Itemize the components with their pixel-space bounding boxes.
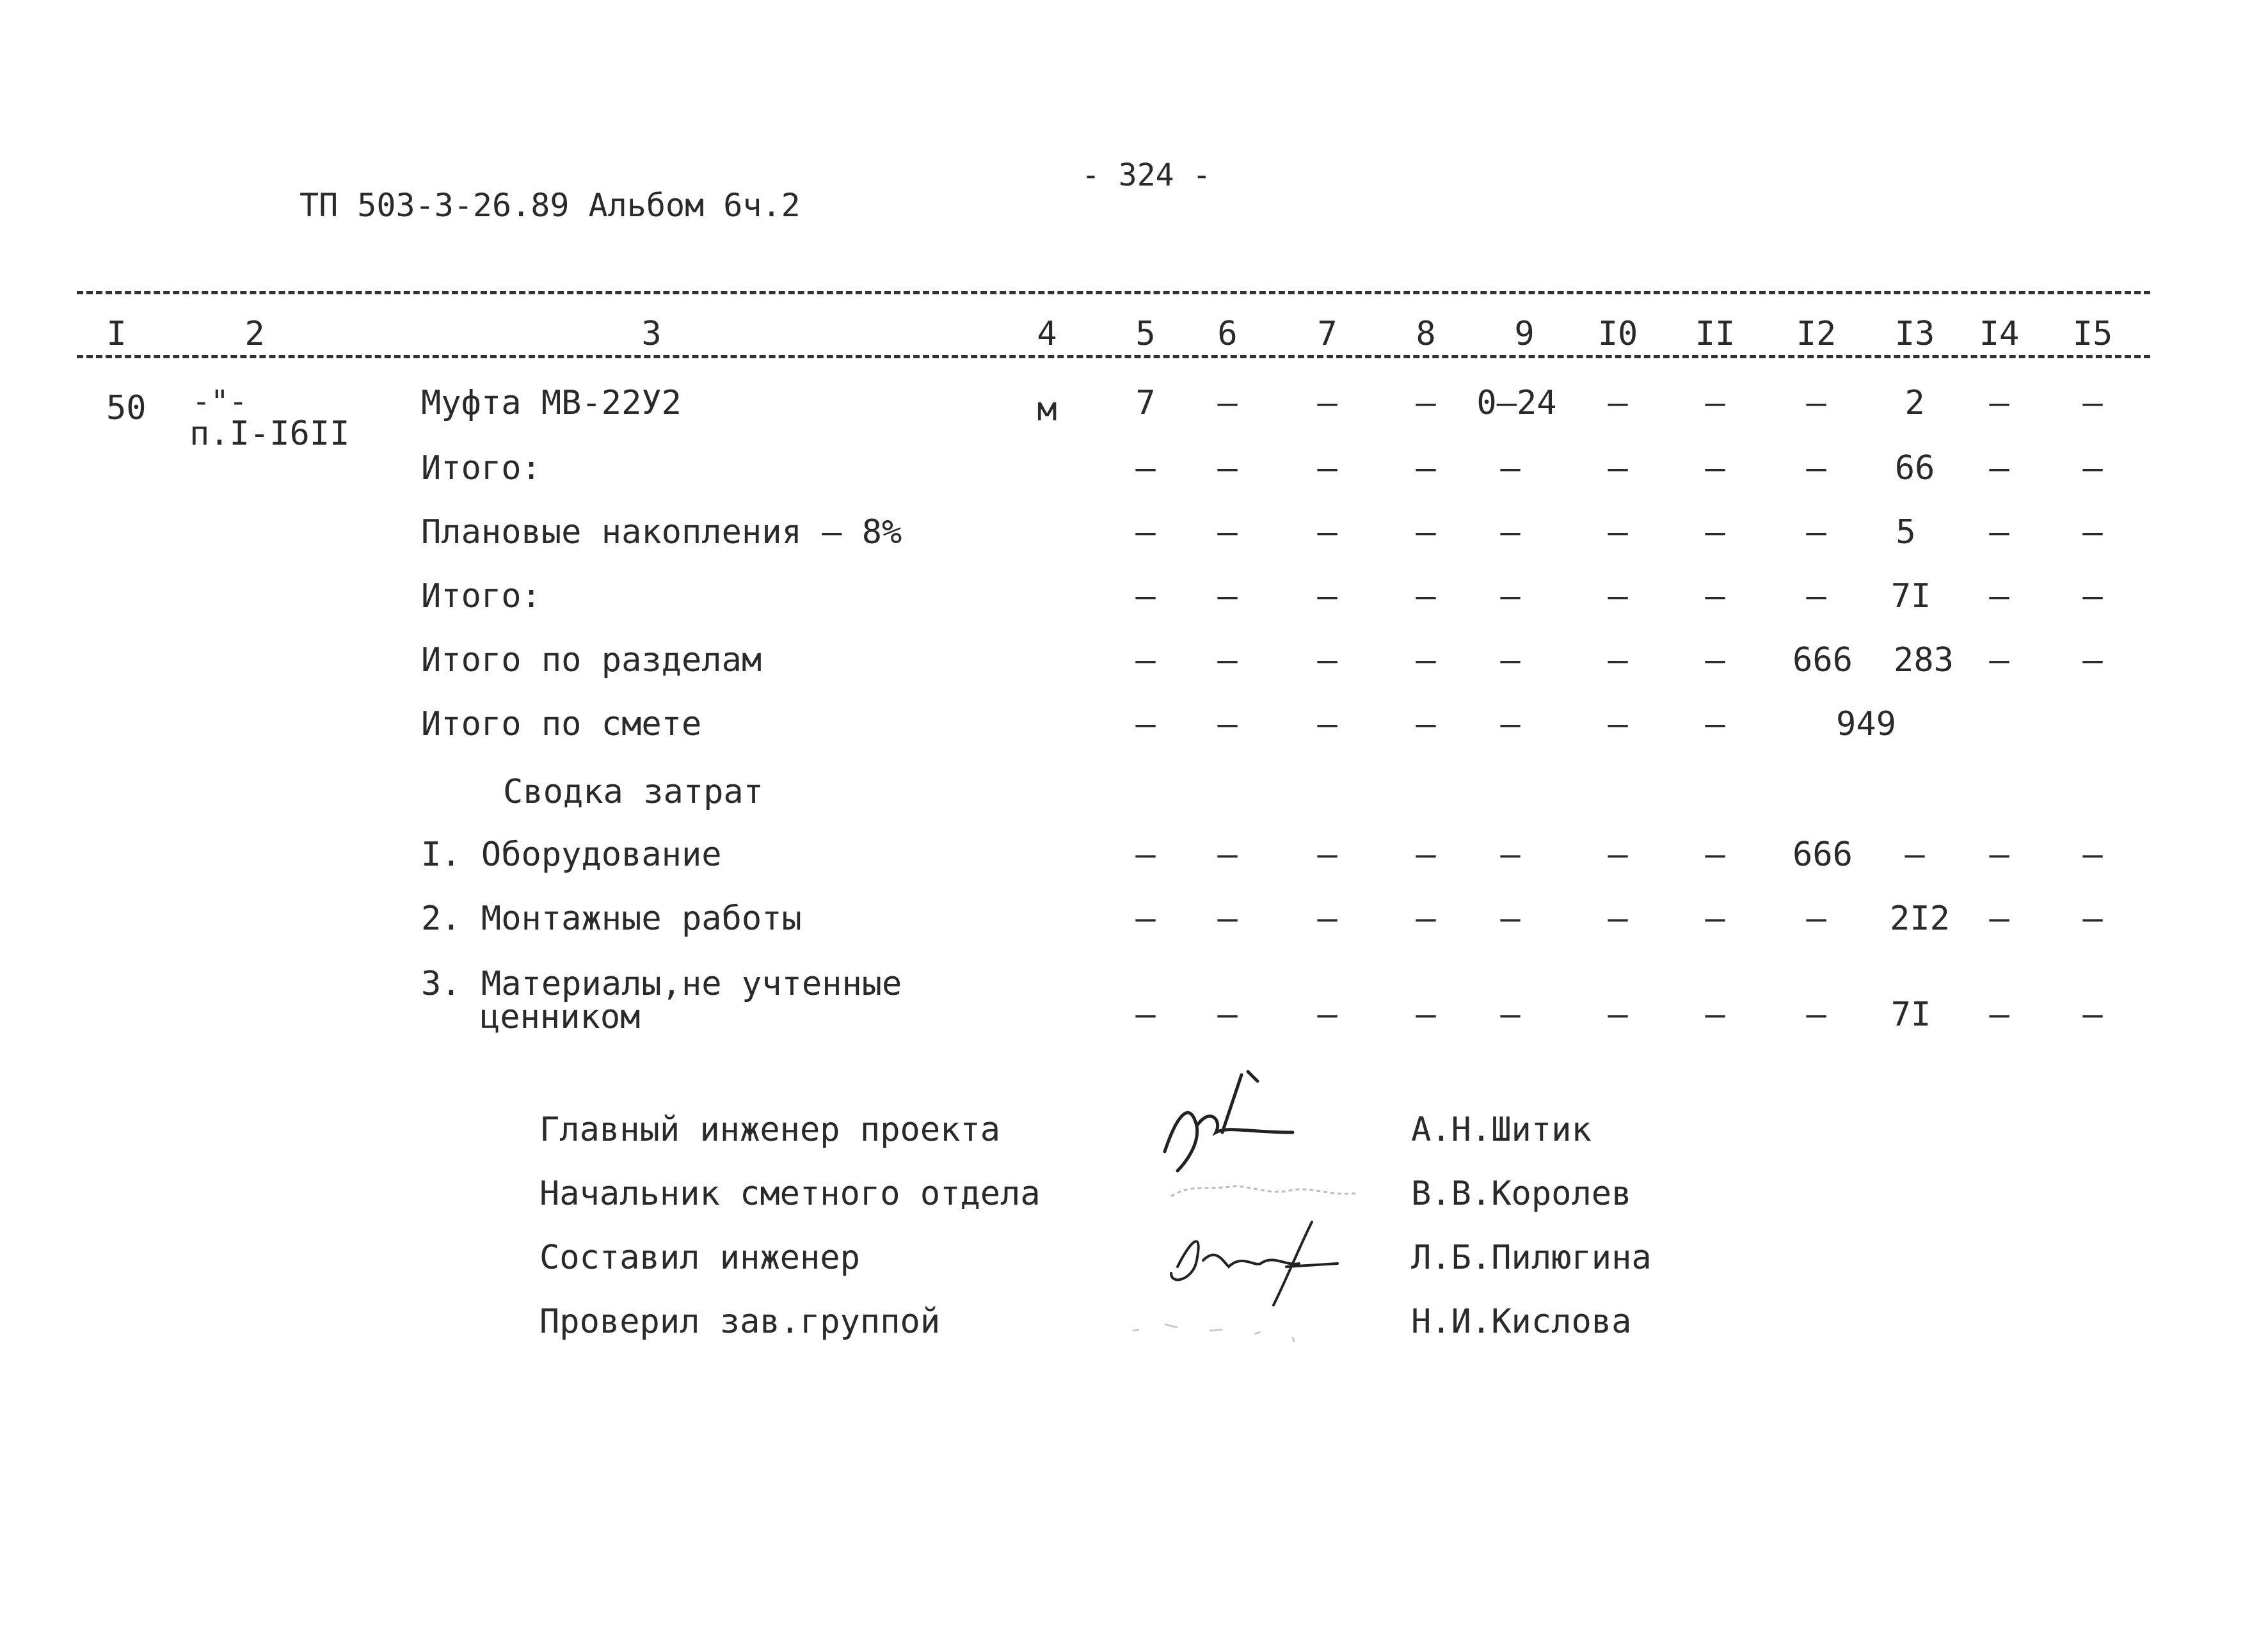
table-cell: – <box>1317 900 1338 938</box>
table-cell: – <box>1608 513 1628 551</box>
column-number: 2 <box>244 315 265 353</box>
table-cell: – <box>2082 995 2103 1034</box>
table-cell: – <box>1608 449 1628 488</box>
signatory-role: Главный инженер проекта <box>539 1111 1001 1149</box>
table-cell: 7I <box>1890 577 1931 615</box>
table-cell: – <box>1608 900 1628 938</box>
table-cell: – <box>1217 449 1238 488</box>
column-number: 7 <box>1317 315 1338 353</box>
table-cell: – <box>2082 384 2103 422</box>
table-cell: – <box>1416 384 1436 422</box>
table-cell: – <box>2082 577 2103 615</box>
column-number: 9 <box>1514 315 1535 353</box>
table-cell: 283 <box>1894 641 1954 679</box>
table-cell: – <box>1416 513 1436 551</box>
row-label: Итого: <box>421 449 541 488</box>
item-number: 50 <box>106 389 147 427</box>
table-cell: – <box>1806 513 1826 551</box>
table-cell: – <box>1317 836 1338 874</box>
column-number: 3 <box>641 315 662 353</box>
row-label: Итого: <box>421 577 541 615</box>
table-cell: 7I <box>1890 995 1931 1034</box>
column-number: II <box>1695 315 1736 353</box>
table-cell: – <box>1500 641 1521 679</box>
signatory-name: А.Н.Шитик <box>1411 1111 1592 1149</box>
row-label: I. Оборудование <box>421 836 722 874</box>
table-cell: – <box>2082 641 2103 679</box>
table-cell: – <box>1135 449 1156 488</box>
table-cell: – <box>1500 836 1521 874</box>
table-cell: – <box>1317 995 1338 1034</box>
table-cell: – <box>2082 900 2103 938</box>
table-cell: – <box>1989 900 2009 938</box>
row-label-continuation: ценником <box>480 998 641 1036</box>
table-cell: – <box>1217 836 1238 874</box>
table-cell: – <box>1135 641 1156 679</box>
column-number: 5 <box>1135 315 1156 353</box>
table-cell-merged: 949 <box>1836 705 1896 743</box>
table-cell: – <box>1806 995 1826 1034</box>
table-cell: – <box>1416 995 1436 1034</box>
signatory-name: Н.И.Кислова <box>1411 1303 1632 1341</box>
table-cell: 7 <box>1135 384 1156 422</box>
row-label: 2. Монтажные работы <box>421 900 802 938</box>
document-title: ТП 503-3-26.89 Альбом 6ч.2 <box>299 187 801 224</box>
table-cell: – <box>1217 577 1238 615</box>
table-cell: – <box>1135 900 1156 938</box>
row-label: 3. Материалы,не учтенные <box>421 965 902 1003</box>
column-number: I5 <box>2072 315 2113 353</box>
table-cell: – <box>1500 513 1521 551</box>
table-cell: 0–24 <box>1476 384 1557 422</box>
table-cell: – <box>1705 577 1725 615</box>
signatory-role: Проверил зав.группой <box>539 1303 941 1341</box>
table-cell: – <box>1317 641 1338 679</box>
table-cell: 66 <box>1894 449 1935 488</box>
table-cell: – <box>1317 513 1338 551</box>
table-cell: – <box>1416 449 1436 488</box>
table-cell: – <box>1608 641 1628 679</box>
table-cell: – <box>1217 900 1238 938</box>
table-cell: – <box>1135 836 1156 874</box>
row-label: Итого по разделам <box>421 641 762 679</box>
table-cell: – <box>1608 705 1628 743</box>
summary-heading: Сводка затрат <box>503 773 763 811</box>
page-number: - 324 - <box>1082 157 1211 193</box>
column-number: I <box>106 315 127 353</box>
column-number: I4 <box>1979 315 2020 353</box>
row-label: Итого по смете <box>421 705 702 743</box>
table-cell: – <box>1500 577 1521 615</box>
table-cell: – <box>1989 449 2009 488</box>
table-cell: 2 <box>1905 384 1925 422</box>
signatory-name: Л.Б.Пилюгина <box>1411 1239 1652 1277</box>
item-ref-price: п.I-I6II <box>189 415 350 453</box>
column-number: I2 <box>1796 315 1837 353</box>
table-cell: – <box>1705 641 1725 679</box>
item-unit: м <box>1037 390 1057 429</box>
table-cell: 5 <box>1896 513 1916 551</box>
table-cell: – <box>1989 577 2009 615</box>
table-cell: – <box>1989 641 2009 679</box>
table-cell: 2I2 <box>1890 900 1950 938</box>
table-cell: – <box>2082 449 2103 488</box>
table-cell: – <box>1989 836 2009 874</box>
table-cell: – <box>1989 995 2009 1034</box>
table-cell: 666 <box>1793 836 1853 874</box>
table-cell: – <box>1806 900 1826 938</box>
table-cell: 666 <box>1793 641 1853 679</box>
column-number: 8 <box>1416 315 1436 353</box>
table-cell: – <box>1217 995 1238 1034</box>
column-number: 6 <box>1217 315 1238 353</box>
table-cell: – <box>1416 836 1436 874</box>
table-cell: – <box>1317 577 1338 615</box>
table-cell: – <box>1705 384 1725 422</box>
table-cell: – <box>1608 384 1628 422</box>
header-dashed-rule <box>77 355 2150 358</box>
table-cell: – <box>1705 513 1725 551</box>
table-cell: – <box>2082 836 2103 874</box>
table-cell: – <box>1705 900 1725 938</box>
table-cell: – <box>1135 577 1156 615</box>
table-cell: – <box>1989 384 2009 422</box>
table-cell: – <box>1416 641 1436 679</box>
table-cell: – <box>1989 513 2009 551</box>
table-cell: – <box>1608 836 1628 874</box>
table-cell: – <box>2082 513 2103 551</box>
table-cell: – <box>1806 577 1826 615</box>
table-cell: – <box>1705 995 1725 1034</box>
table-cell: – <box>1135 705 1156 743</box>
item-ref-ditto: -"- <box>192 384 248 420</box>
table-cell: – <box>1317 705 1338 743</box>
table-cell: – <box>1500 449 1521 488</box>
table-cell: – <box>1705 449 1725 488</box>
table-cell: – <box>1806 384 1826 422</box>
table-cell: – <box>1608 995 1628 1034</box>
signatory-role: Начальник сметного отдела <box>539 1175 1041 1213</box>
table-cell: – <box>1217 705 1238 743</box>
table-cell: – <box>1135 513 1156 551</box>
table-cell: – <box>1500 705 1521 743</box>
table-cell: – <box>1317 384 1338 422</box>
column-number: 4 <box>1037 315 1057 353</box>
table-cell: – <box>1705 705 1725 743</box>
signatory-name: В.В.Королев <box>1411 1175 1632 1213</box>
table-cell: – <box>1905 836 1925 874</box>
column-number: I0 <box>1597 315 1638 353</box>
table-cell: – <box>1806 449 1826 488</box>
table-cell: – <box>1135 995 1156 1034</box>
handwritten-signature <box>1158 1203 1363 1318</box>
item-name: Муфта МВ-22У2 <box>421 384 682 422</box>
column-number: I3 <box>1894 315 1935 353</box>
table-cell: – <box>1416 705 1436 743</box>
table-cell: – <box>1705 836 1725 874</box>
top-dashed-rule <box>77 291 2150 294</box>
table-cell: – <box>1217 641 1238 679</box>
table-cell: – <box>1217 384 1238 422</box>
table-cell: – <box>1608 577 1628 615</box>
handwritten-signature-faint <box>1126 1305 1318 1344</box>
table-cell: – <box>1416 577 1436 615</box>
table-cell: – <box>1416 900 1436 938</box>
table-cell: – <box>1217 513 1238 551</box>
table-cell: – <box>1317 449 1338 488</box>
signatory-role: Составил инженер <box>539 1239 860 1277</box>
table-cell: – <box>1500 995 1521 1034</box>
row-label: Плановые накопления – 8% <box>421 513 902 551</box>
table-cell: – <box>1500 900 1521 938</box>
